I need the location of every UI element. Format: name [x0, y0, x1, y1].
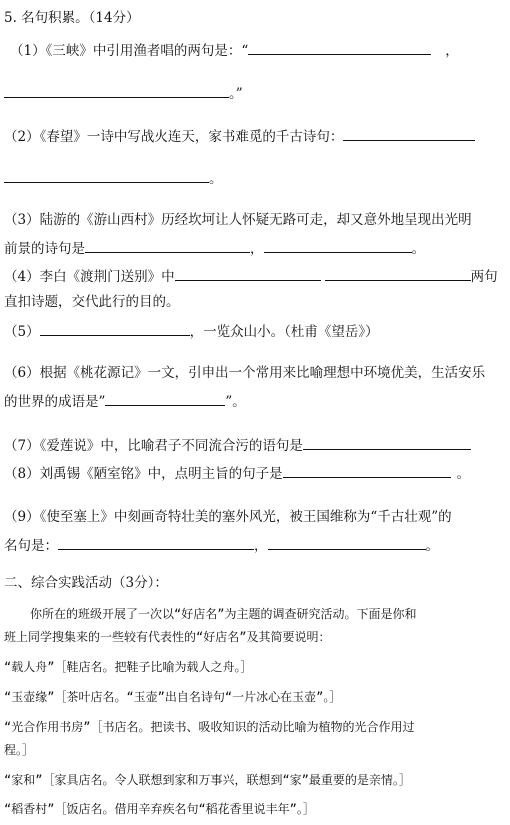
q9-line1: （9）《使至塞上》中刻画奇特壮美的塞外风光，被王国维称为“千古壮观”的 [4, 509, 452, 525]
shop-name-1: “载人舟”［鞋店名。把鞋子比喻为载人之舟。］ [4, 660, 253, 674]
q4-blank-1[interactable] [175, 266, 321, 281]
q3-blank-1[interactable] [85, 238, 250, 253]
q6-blank[interactable] [105, 391, 225, 406]
q1-line2 [4, 83, 243, 101]
q3-comma: ， [250, 241, 264, 257]
q8-blank[interactable] [283, 463, 451, 478]
q7-lead: （7）《爱莲说》中，比喻君子不同流合污的语句是 [4, 438, 303, 454]
shop-name-3b: 程。］ [4, 743, 35, 757]
section2-intro-1: 你所在的班级开展了一次以“好店名”为主题的调查研究活动。下面是你和 [30, 607, 417, 621]
q6-lead: 的世界的成语是” [4, 394, 106, 410]
q4-blank-2[interactable] [325, 266, 471, 281]
shop-name-5: “稻香村”［饭店名。借用辛弃疾名句“稻花香里说丰年”。］ [4, 802, 315, 816]
q9-blank-1[interactable] [58, 535, 254, 550]
q9-comma: ， [254, 538, 268, 554]
q9-blank-2[interactable] [268, 535, 426, 550]
q1-lead: （1）《三峡》中引用渔者唱的两句是：“ [10, 43, 249, 59]
section2-header: 二、综合实践活动（3分）： [4, 575, 168, 591]
section2-intro-2: 班上同学搜集来的一些较有代表性的“好店名”及其简要说明： [4, 630, 331, 644]
q2-line [4, 126, 475, 144]
q6-end: ”。 [225, 394, 246, 410]
q1-end: 。” [229, 86, 243, 102]
q4-line2: 直扣诗题，交代此行的目的。 [4, 294, 180, 310]
q5-tail: ，一览众山小。（杜甫《望岳》） [189, 324, 379, 340]
q9-end: 。 [425, 538, 439, 554]
q2-blank-1[interactable] [343, 126, 475, 141]
q3-line1: （3）陆游的《游山西村》历经坎坷让人怀疑无路可走，却又意外地呈现出光明 [4, 212, 472, 228]
q8-end: 。 [456, 466, 471, 482]
q5-lead: （5） [4, 324, 40, 340]
q7-line [4, 435, 471, 453]
q1-comma: ， [445, 43, 459, 59]
q3-lead: 前景的诗句是 [4, 241, 85, 257]
q7-blank[interactable] [303, 435, 471, 450]
q9-line2 [4, 535, 439, 553]
q6-line2 [4, 391, 246, 409]
q3-line2 [4, 238, 425, 256]
q2-lead: （2）《春望》一诗中写战火连天，家书难觅的千古诗句： [4, 129, 344, 145]
q3-blank-2[interactable] [264, 238, 412, 253]
section5-header: 5. 名句积累。（14分） [4, 10, 140, 26]
q5-blank[interactable] [40, 321, 190, 336]
q2-end: 。 [209, 171, 223, 187]
q2-line2 [4, 168, 223, 186]
q1-blank-2[interactable] [4, 83, 229, 98]
q2-blank-2[interactable] [4, 168, 209, 183]
shop-name-2: “玉壶缘”［茶叶店名。“玉壶”出自名诗句“一片冰心在玉壶”。］ [4, 690, 342, 704]
q3-end: 。 [411, 241, 425, 257]
q8-line [4, 463, 470, 481]
q4-line1 [4, 266, 498, 284]
q4-lead: （4）李白《渡荆门送别》中 [4, 269, 175, 285]
q6-line1: （6）根据《桃花源记》一文，引申出一个常用来比喻理想中环境优美，生活安乐 [4, 365, 486, 381]
q1-blank-1[interactable] [248, 40, 431, 55]
q9-lead: 名句是： [4, 538, 58, 554]
q4-tail: 两句 [470, 269, 498, 285]
shop-name-3a: “光合作用书房”［书店名。把读书、吸收知识的活动比喻为植物的光合作用过 [4, 720, 415, 734]
shop-name-4: “家和”［家具店名。令人联想到家和万事兴，联想到“家”最重要的是亲情。］ [4, 773, 411, 787]
q5-line [4, 321, 379, 339]
q8-lead: （8）刘禹锡《陋室铭》中，点明主旨的句子是 [4, 466, 283, 482]
q1-line [10, 40, 459, 58]
